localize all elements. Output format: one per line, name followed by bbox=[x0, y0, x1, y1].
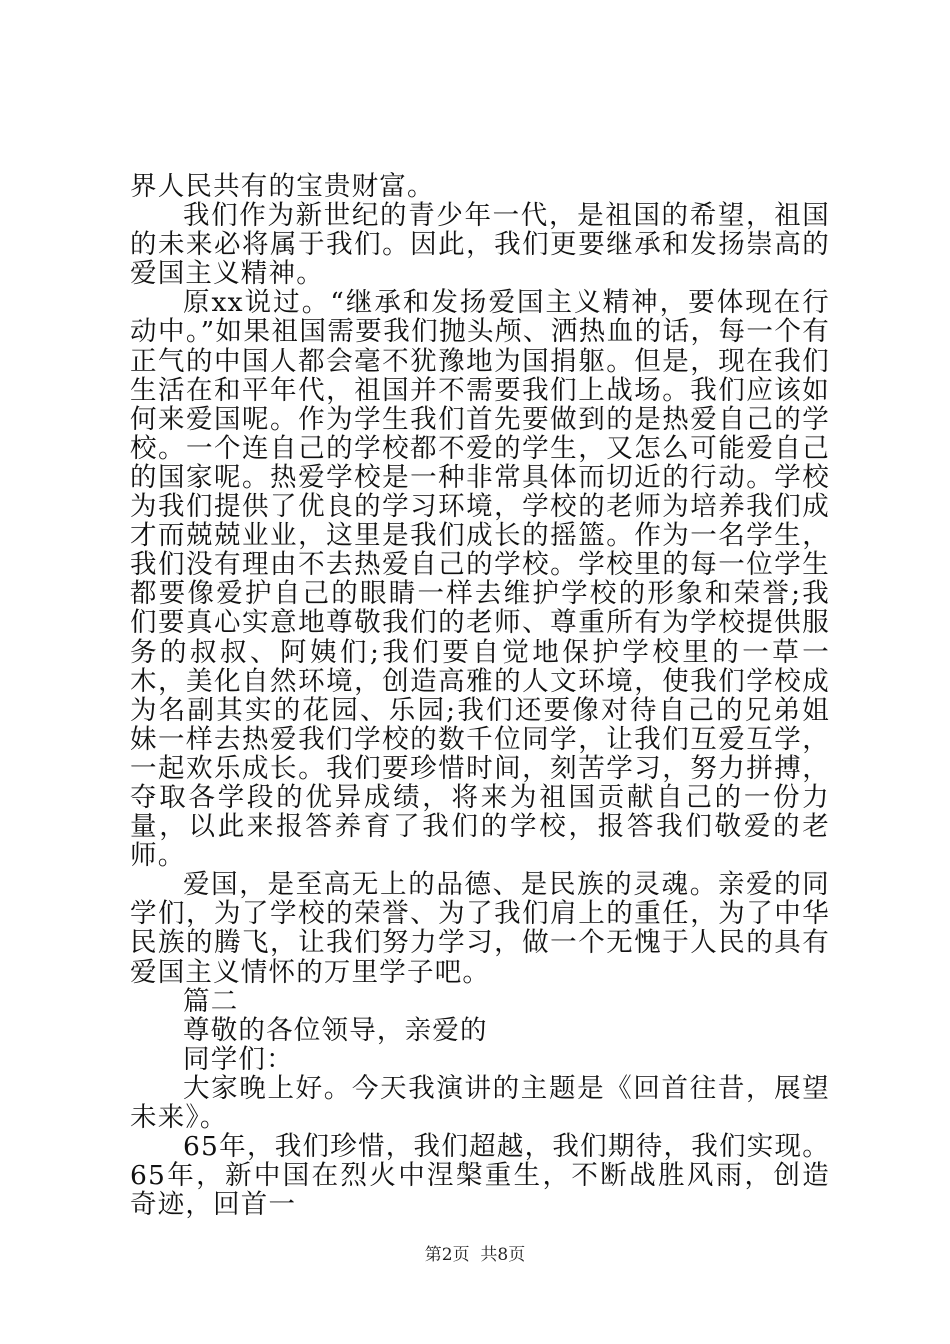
page-number: 第2页 共8页 bbox=[424, 1245, 526, 1265]
paragraph-patriotism: 爱国，是至高无上的品德、是民族的灵魂。亲爱的同学们，为了学校的荣誉、为了我们肩上的重任，为了中华民族的腾飞，让我们努力学习，做一个无愧于人民的具有爱国主义情怀的万里学子吧。 bbox=[130, 869, 830, 988]
paragraph-greeting: 大家晚上好。今天我演讲的主题是《回首往昔，展望未来》。 bbox=[130, 1072, 830, 1133]
section-heading: 篇二 bbox=[183, 985, 239, 1017]
salutation-line-1: 尊敬的各位领导，亲爱的 bbox=[183, 1014, 488, 1046]
paragraph-65-years: 65年，我们珍惜，我们超越，我们期待，我们实现。65年，新中国在烈火中涅槃重生，不断战胜风雨，创造奇迹，回首一 bbox=[130, 1131, 830, 1221]
document-body bbox=[130, 172, 830, 1219]
paragraph-love-school: 原xx说过。“继承和发扬爱国主义精神，要体现在行动中。”如果祖国需要我们抛头颅、洒热血的话，每一个有正气的中国人都会毫不犹豫地为国捐躯。但是，现在我们生活在和平年代，祖国并不需要我们上战场。我们应该如何来爱国呢。作为学生我们首先要做到的是热爱自己的学校。一个连自己的学校都不爱的学生，又怎么可能爱自己的国家呢。热爱学校是一种非常具体而切近的行动。学校为我们提供了优良的学习环境，学校的老师为培养我们成才而兢兢业业，这里是我们成长的摇篮。作为一名学生，我们没有理由不去热爱自己的学校。学校里的每一位学生都要像爱护自己的眼睛一样去维护学校的形象和荣誉;我们要真心实意地尊敬我们的老师、尊重所有为学校提供服务的叔叔、阿姨们;我们要自觉地保护学校里的一草一木，美化自然环境，创造高雅的人文环境，使我们学校成为名副其实的花园、乐园;我们还要像对待自己的兄弟姐妹一样去热爱我们学校的数千位同学，让我们互爱互学，一起欢乐成长。我们要珍惜时间，刻苦学习，努力拼搏，夺取各学段的优异成绩，将来为祖国贡献自己的一份力量，以此来报答养育了我们的学校，报答我们敬爱的老师。 bbox=[130, 287, 830, 872]
salutation-line-2: 同学们： bbox=[183, 1043, 294, 1075]
paragraph-continuation: 界人民共有的宝贵财富。 bbox=[130, 171, 435, 202]
page-footer bbox=[0, 1240, 950, 1265]
paragraph-youth: 我们作为新世纪的青少年一代，是祖国的希望，祖国的未来必将属于我们。因此，我们更要继承和发扬崇高的爱国主义精神。 bbox=[130, 200, 830, 290]
